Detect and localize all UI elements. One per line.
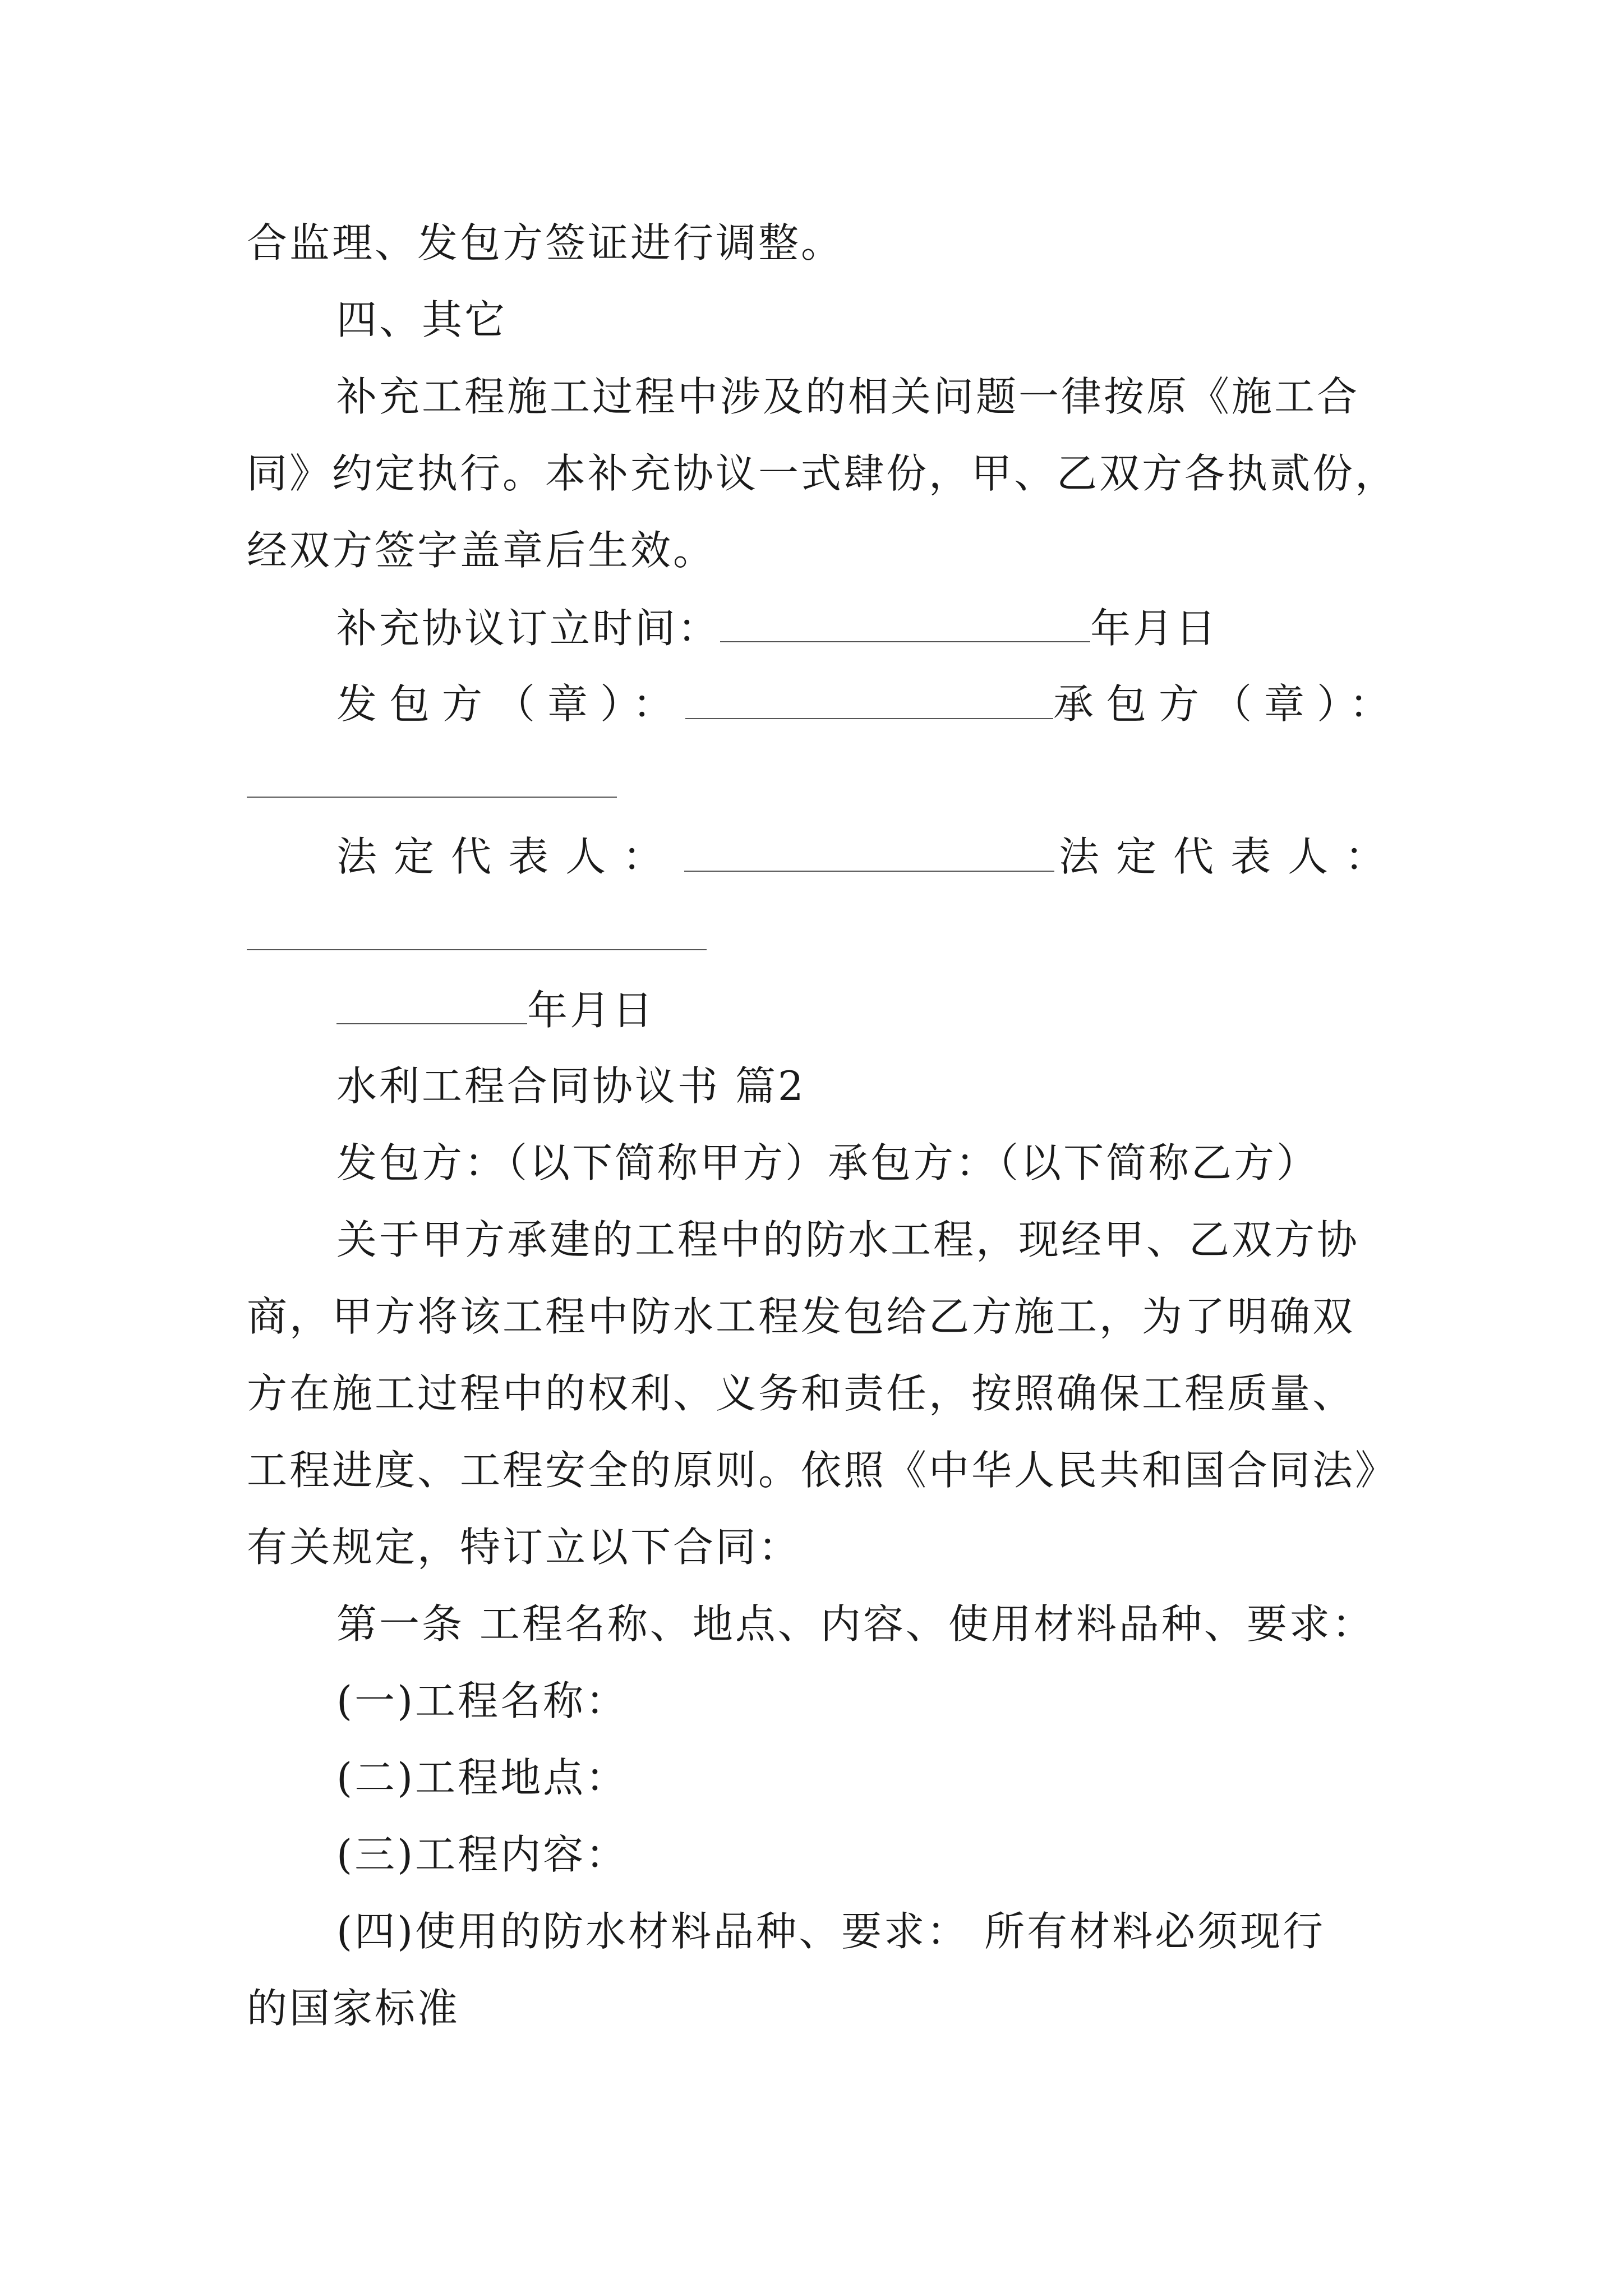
agreement-date-blank <box>720 602 1090 642</box>
employer-representative-label: 法定代表人： <box>336 833 680 880</box>
employer-seal-blank <box>685 679 1053 719</box>
date-suffix: 年月日 <box>1090 605 1219 652</box>
document-title: 水利工程合同协议书 篇2 <box>336 1062 806 1110</box>
employer-seal-label: 发包方（章）： <box>336 680 686 728</box>
contractor-representative-blank <box>247 949 707 950</box>
paragraph-line: 补充工程施工过程中涉及的相关问题一律按原《施工合 <box>336 373 1360 420</box>
contractor-seal-label: 承包方（章）： <box>1053 680 1402 728</box>
paragraph-line: 同》约定执行。本补充协议一式肆份，甲、乙双方各执贰份， <box>247 450 1398 497</box>
article-heading: 第一条 工程名称、地点、内容、使用材料品种、要求： <box>336 1600 1375 1648</box>
parties-line: 发包方：（以下简称甲方）承包方：（以下简称乙方） <box>336 1139 1320 1186</box>
contractor-seal-blank <box>247 797 617 798</box>
agreement-date-label: 补充协议订立时间： <box>336 605 721 652</box>
paragraph-line: 方在施工过程中的权利、义务和责任，按照确保工程质量、 <box>247 1370 1355 1417</box>
employer-representative-blank <box>684 831 1054 872</box>
paragraph-line: 关于甲方承建的工程中的防水工程，现经甲、乙双方协 <box>336 1216 1360 1263</box>
list-item: (二)工程地点： <box>336 1754 629 1801</box>
representative-line <box>336 831 1402 882</box>
list-item: (一)工程名称： <box>336 1677 629 1724</box>
signing-date-blank <box>336 984 527 1024</box>
date-suffix: 年月日 <box>527 987 656 1034</box>
paragraph-line: 合监理、发包方签证进行调整。 <box>247 219 844 266</box>
list-item: (三)工程内容： <box>336 1831 629 1878</box>
contractor-representative-label: 法定代表人： <box>1058 833 1402 880</box>
signing-date-line <box>336 984 655 1036</box>
paragraph-line: 有关规定，特订立以下合同： <box>247 1524 801 1571</box>
seal-line <box>336 679 1402 729</box>
paragraph-line: 经双方签字盖章后生效。 <box>247 527 716 574</box>
paragraph-line: 的国家标准 <box>247 1985 460 2032</box>
paragraph-line: 工程进度、工程安全的原则。依照《中华人民共和国合同法》 <box>247 1447 1398 1494</box>
section-heading: 四、其它 <box>336 296 508 343</box>
agreement-date-line <box>336 602 1218 654</box>
list-item: (四)使用的防水材料品种、要求： 所有材料必须现行 <box>336 1908 1326 1955</box>
paragraph-line: 商，甲方将该工程中防水工程发包给乙方施工，为了明确双 <box>247 1293 1355 1340</box>
